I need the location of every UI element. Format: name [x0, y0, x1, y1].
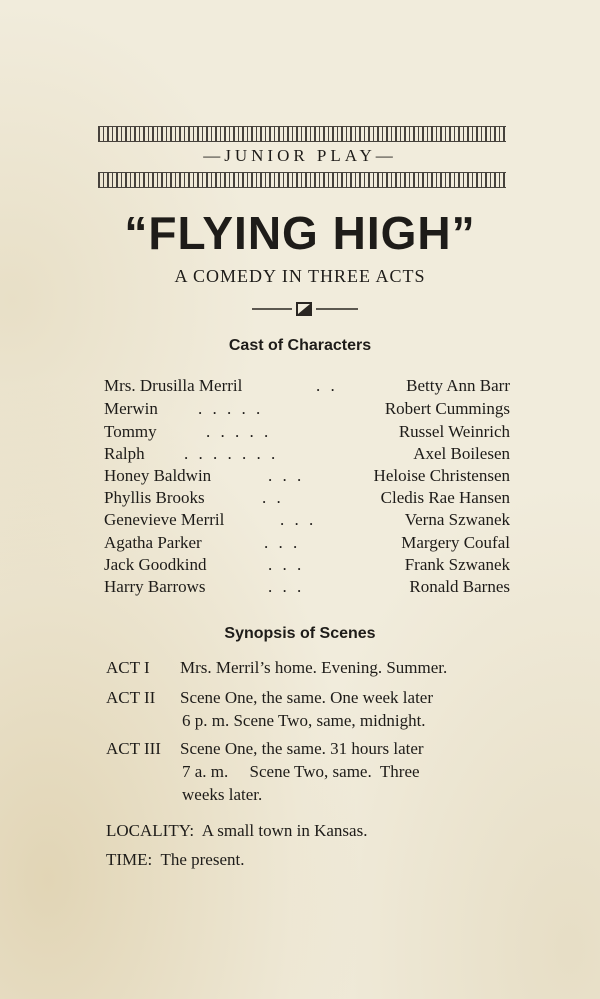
- cast-row: [0, 422, 600, 444]
- locality-line: LOCALITY: A small town in Kansas.: [106, 821, 368, 840]
- act-description: 6 p. m. Scene Two, same, midnight.: [182, 711, 426, 730]
- play-title: “FLYING HIGH”: [124, 207, 476, 259]
- cast-row: [0, 577, 600, 599]
- cast-actor: Axel Boilesen: [413, 444, 510, 463]
- cast-role: Merwin: [104, 399, 158, 418]
- time-line: TIME: The present.: [106, 850, 245, 869]
- act-description: weeks later.: [182, 785, 263, 804]
- cast-role: Harry Barrows: [104, 577, 206, 596]
- cast-actor: Russel Weinrich: [398, 422, 510, 441]
- cast-role: Agatha Parker: [104, 533, 202, 552]
- synopsis-act-1: [106, 656, 447, 679]
- cast-row: [0, 466, 600, 488]
- bottom-ornamental-border: [98, 172, 506, 188]
- act-label: ACT III: [106, 739, 161, 758]
- play-subtitle: A COMEDY IN THREE ACTS: [174, 266, 426, 286]
- cast-role: Phyllis Brooks: [104, 488, 205, 507]
- cast-role: Mrs. Drusilla Merril: [104, 376, 243, 395]
- cast-actor: Ronald Barnes: [409, 577, 510, 596]
- cast-leader-dots: . . .: [280, 510, 317, 529]
- act-description: Scene One, the same. 31 hours later: [180, 739, 424, 758]
- act-description: Scene One, the same. One week later: [180, 688, 433, 707]
- synopsis-act-3: [106, 737, 424, 806]
- cast-actor: Robert Cummings: [384, 399, 510, 418]
- cast-row: [0, 488, 600, 510]
- cast-role: Genevieve Merril: [104, 510, 225, 529]
- cast-row: [0, 533, 600, 555]
- cast-row: [0, 376, 600, 398]
- synopsis-act-2: [106, 686, 433, 732]
- cast-leader-dots: . . .: [268, 555, 305, 574]
- cast-actor: Heloise Christensen: [373, 466, 510, 485]
- cast-actor: Betty Ann Barr: [406, 376, 510, 395]
- cast-leader-dots: . . . . . . .: [184, 444, 279, 463]
- cast-role: Tommy: [104, 422, 157, 441]
- cast-row: [0, 510, 600, 532]
- cast-leader-dots: . . .: [264, 533, 301, 552]
- cast-actor: Margery Coufal: [401, 533, 510, 552]
- act-description: Mrs. Merril’s home. Evening. Summer.: [180, 658, 448, 677]
- act-label: ACT I: [106, 658, 150, 677]
- cast-leader-dots: . .: [262, 488, 284, 507]
- synopsis-heading: Synopsis of Scenes: [224, 625, 376, 642]
- cast-role: Jack Goodkind: [104, 555, 207, 574]
- top-ornamental-border: [98, 126, 506, 142]
- cast-leader-dots: . . .: [268, 577, 305, 596]
- cast-actor: Cledis Rae Hansen: [380, 488, 510, 507]
- cast-actor: Verna Szwanek: [404, 510, 510, 529]
- cast-role: Ralph: [104, 444, 145, 463]
- cast-heading: Cast of Characters: [228, 337, 372, 354]
- cast-role: Honey Baldwin: [104, 466, 212, 485]
- cast-leader-dots: . .: [316, 376, 338, 395]
- cast-row: [0, 444, 600, 466]
- act-label: ACT II: [106, 688, 156, 707]
- junior-play-heading: —JUNIOR PLAY—: [203, 146, 397, 165]
- cast-actor: Frank Szwanek: [404, 555, 510, 574]
- cast-leader-dots: . . .: [268, 466, 305, 485]
- cast-row: [0, 555, 600, 577]
- divider-ornament-icon: [252, 299, 358, 319]
- cast-leader-dots: . . . . .: [198, 399, 264, 418]
- cast-row: [0, 399, 600, 421]
- cast-leader-dots: . . . . .: [206, 422, 272, 441]
- act-description: 7 a. m. Scene Two, same. Three: [182, 762, 420, 781]
